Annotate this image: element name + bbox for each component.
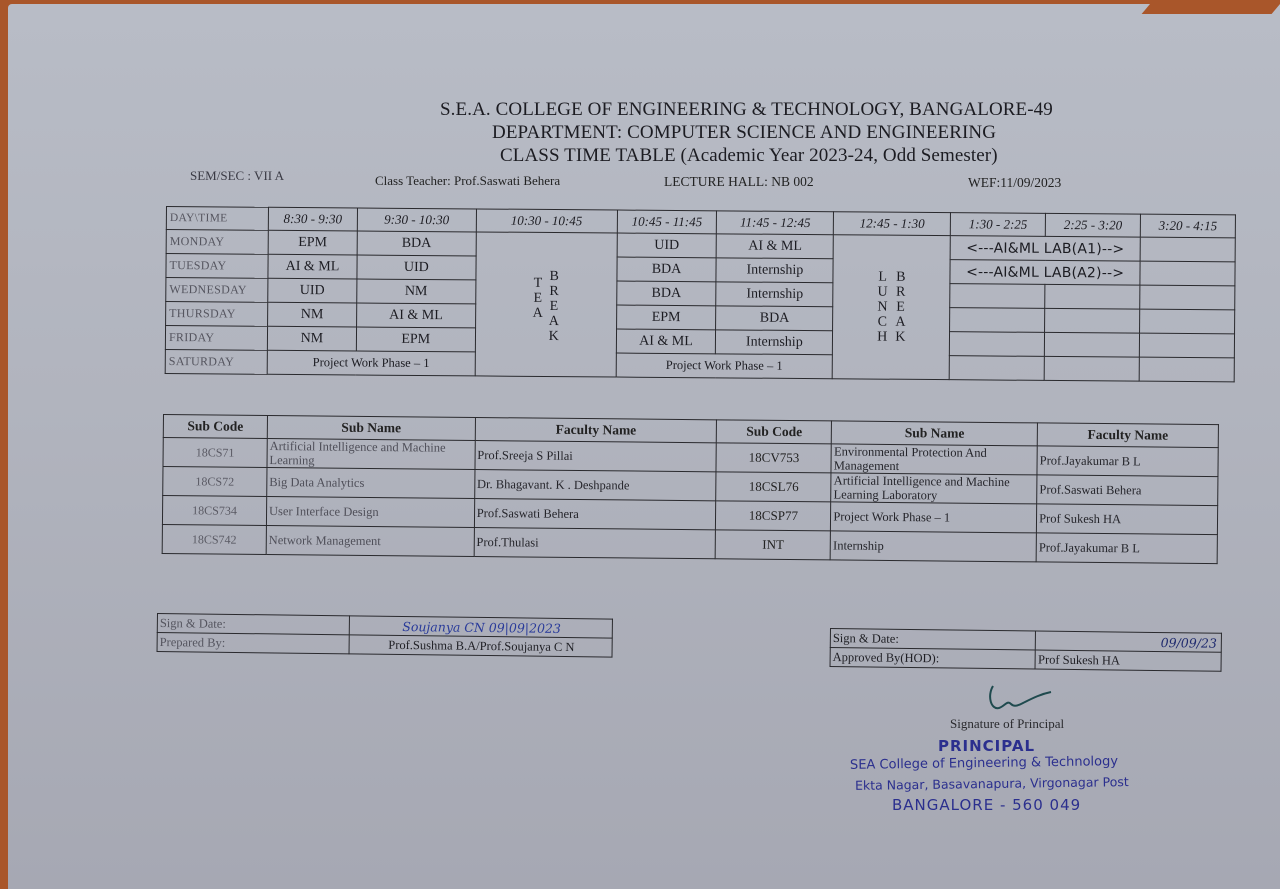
period-cell: [1139, 357, 1234, 382]
lab-cell: <---AI&ML LAB(A1)-->: [950, 236, 1140, 261]
sign-date-label: Sign & Date:: [830, 629, 1036, 651]
subject-code: 18CS734: [162, 496, 266, 526]
column-header: Faculty Name: [475, 417, 717, 442]
subject-code: 18CSL76: [716, 472, 831, 502]
break-letter: B: [549, 268, 559, 284]
faculty-name: Prof.Jayakumar B L: [1037, 446, 1218, 477]
period-cell: BDA: [616, 257, 716, 282]
wef-date: WEF:11/09/2023: [968, 175, 1062, 190]
period-cell: NM: [357, 279, 476, 304]
break-letter: A: [895, 314, 906, 330]
background-edge: [1142, 4, 1280, 14]
tea-break-cell: [475, 232, 617, 377]
period-cell-merged: Project Work Phase – 1: [616, 353, 833, 379]
break-letter: E: [533, 291, 543, 307]
period-cell: AI & ML: [616, 329, 716, 354]
subject-name: Internship: [830, 531, 1036, 562]
break-letter: C: [877, 314, 888, 330]
break-letter: E: [549, 298, 559, 314]
sign-date-label: Sign & Date:: [157, 614, 349, 635]
lunch-break-cell: [833, 235, 951, 380]
period-cell: UID: [357, 255, 476, 280]
break-letter: R: [895, 284, 906, 300]
period-cell: NM: [267, 326, 356, 351]
faculty-name: Prof.Jayakumar B L: [1036, 533, 1217, 564]
college-title: S.E.A. COLLEGE OF ENGINEERING & TECHNOLOGY, BANGALORE-49: [440, 99, 1053, 120]
period-cell: [950, 284, 1045, 309]
subject-code: 18CV753: [716, 443, 831, 473]
subject-name: Artificial Intelligence and Machine Learning: [267, 439, 475, 470]
period-cell: EPM: [616, 305, 716, 330]
period-cell: AI & ML: [356, 303, 475, 328]
break-letter: R: [549, 283, 559, 299]
prepared-by-table: [157, 613, 613, 658]
day-label: SATURDAY: [165, 349, 267, 374]
period-cell: [1044, 332, 1139, 357]
day-label: TUESDAY: [166, 254, 268, 279]
lab-cell: <---AI&ML LAB(A2)-->: [950, 260, 1140, 285]
principal-signature-label: Signature of Principal: [950, 716, 1065, 731]
tea-break-left: [533, 276, 544, 336]
time-slot: 3:20 - 4:15: [1140, 214, 1235, 238]
lunch-break-right: [895, 270, 906, 345]
faculty-name: Prof.Thulasi: [474, 527, 716, 558]
period-cell: [949, 356, 1044, 381]
column-header: Faculty Name: [1037, 423, 1218, 448]
subject-name: Big Data Analytics: [267, 467, 475, 498]
period-cell: NM: [268, 302, 357, 327]
break-letter: K: [548, 328, 559, 344]
subject-code: INT: [716, 530, 831, 560]
column-header: Sub Name: [267, 416, 475, 441]
time-slot: 9:30 - 10:30: [357, 208, 476, 232]
subject-code: 18CS71: [163, 438, 267, 468]
period-cell: [1140, 285, 1235, 310]
subject-code: 18CS72: [163, 467, 267, 497]
stamp-title: PRINCIPAL: [938, 737, 1036, 755]
faculty-name: Prof.Sreeja S Pillai: [475, 440, 717, 471]
day-label: WEDNESDAY: [166, 278, 268, 303]
approved-by-value: Prof Sukesh HA: [1035, 650, 1221, 671]
subjects-table: [162, 414, 1219, 564]
period-cell: [1044, 356, 1139, 381]
time-slot: 8:30 - 9:30: [268, 207, 357, 231]
subject-code: 18CS742: [162, 524, 266, 554]
break-letter: E: [896, 299, 905, 315]
period-cell: BDA: [616, 281, 716, 306]
faculty-name: Dr. Bhagavant. K . Deshpande: [474, 469, 716, 500]
period-cell: BDA: [357, 231, 476, 256]
faculty-name: Prof Sukesh HA: [1037, 504, 1218, 535]
period-cell: AI & ML: [268, 254, 357, 279]
lunch-break-left: [877, 270, 888, 345]
period-cell: [1139, 333, 1234, 358]
subject-code: 18CSP77: [716, 501, 831, 531]
period-cell: BDA: [716, 306, 833, 331]
time-slot: 2:25 - 3:20: [1045, 213, 1140, 237]
preparer-signature: Soujanya CN 09|09|2023: [349, 616, 613, 638]
lecture-hall: LECTURE HALL: NB 002: [664, 174, 814, 189]
break-letter: L: [878, 269, 888, 285]
period-cell: UID: [617, 233, 717, 258]
period-cell: AI & ML: [717, 234, 834, 259]
stamp-line-1: SEA College of Engineering & Technology: [849, 754, 1119, 773]
break-letter: A: [548, 313, 559, 329]
day-label: FRIDAY: [165, 326, 267, 351]
sem-sec: SEM/SEC : VII A: [190, 168, 285, 183]
period-cell: [1140, 237, 1235, 262]
period-cell: UID: [268, 278, 357, 303]
period-cell: Internship: [716, 282, 833, 307]
principal-signature-icon: [985, 682, 1055, 718]
subject-name: Environmental Protection And Management: [831, 444, 1037, 475]
approved-by-table: [830, 628, 1222, 672]
break-letter: H: [877, 329, 888, 345]
column-header: Sub Code: [717, 420, 832, 444]
column-header: Sub Name: [832, 421, 1038, 446]
period-cell: [1045, 308, 1140, 333]
class-teacher: Class Teacher: Prof.Saswati Behera: [375, 173, 561, 188]
period-cell: [1140, 261, 1235, 286]
stamp-line-2: Ekta Nagar, Basavanapura, Virgonagar Post: [854, 774, 1129, 793]
time-slot: 10:45 - 11:45: [617, 210, 717, 234]
break-letter: U: [877, 284, 888, 300]
timetable-title: CLASS TIME TABLE (Academic Year 2023-24, Odd Semester): [500, 145, 998, 166]
break-letter: T: [533, 276, 543, 292]
period-cell: Internship: [716, 258, 833, 283]
faculty-name: Prof.Saswati Behera: [474, 498, 716, 529]
break-letter: A: [532, 306, 543, 322]
subject-name: Project Work Phase – 1: [831, 502, 1037, 533]
prepared-by-value: Prof.Sushma B.A/Prof.Soujanya C N: [349, 635, 613, 657]
subject-name: Artificial Intelligence and Machine Learning Laboratory: [831, 473, 1037, 504]
period-cell: [1045, 284, 1140, 309]
time-slot: 10:30 - 10:45: [476, 209, 617, 233]
period-cell: [950, 332, 1045, 357]
period-cell: EPM: [268, 230, 357, 255]
tea-break-right: [549, 269, 560, 344]
class-timetable: [165, 206, 1236, 382]
break-letter: [533, 321, 543, 336]
stamp-line-3: BANGALORE - 560 049: [892, 796, 1082, 814]
subject-name: Network Management: [266, 525, 474, 556]
faculty-name: Prof.Saswati Behera: [1037, 475, 1218, 506]
break-letter: B: [896, 269, 906, 285]
time-slot: 12:45 - 1:30: [834, 212, 951, 236]
day-label: THURSDAY: [166, 302, 268, 327]
period-cell: Internship: [716, 330, 833, 355]
period-cell: EPM: [356, 327, 475, 352]
period-cell-merged: Project Work Phase – 1: [267, 350, 475, 376]
hod-signature: 09/09/23: [1036, 631, 1222, 652]
period-cell: [950, 308, 1045, 333]
department-title: DEPARTMENT: COMPUTER SCIENCE AND ENGINEERING: [492, 122, 997, 143]
time-slot: 11:45 - 12:45: [717, 211, 834, 235]
subject-name: User Interface Design: [266, 496, 474, 527]
column-header: Sub Code: [163, 415, 267, 439]
prepared-by-label: Prepared By:: [157, 633, 349, 654]
approved-by-label: Approved By(HOD):: [830, 648, 1036, 670]
period-cell: [1140, 309, 1235, 334]
day-label: MONDAY: [166, 230, 268, 255]
corner-cell: DAY\TIME: [166, 207, 268, 231]
time-slot: 1:30 - 2:25: [951, 213, 1046, 237]
break-letter: N: [877, 299, 888, 315]
break-letter: K: [895, 329, 906, 345]
